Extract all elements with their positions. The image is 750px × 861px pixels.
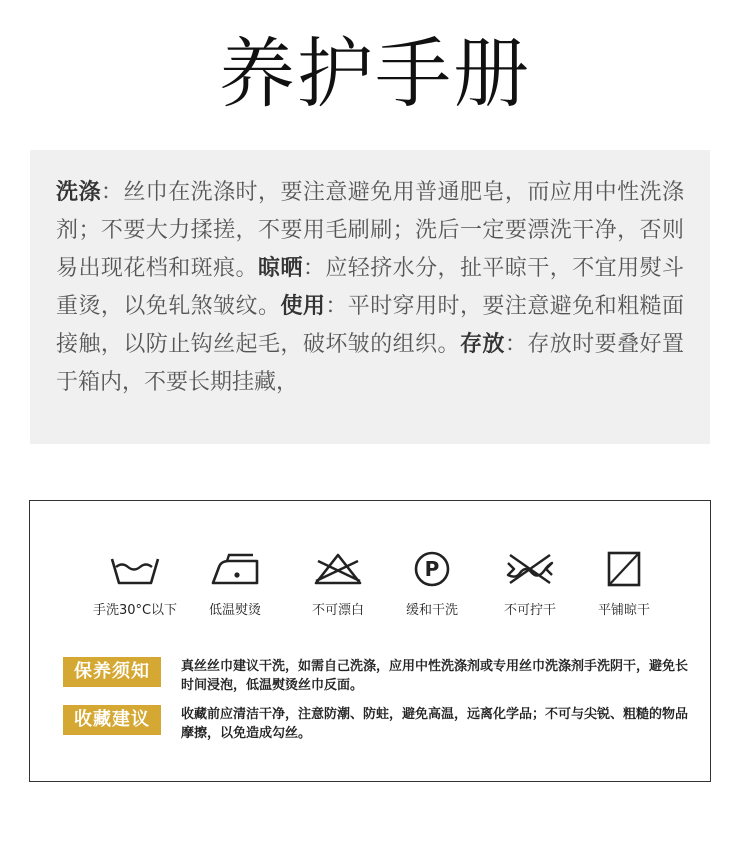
no-bleach-icon	[310, 549, 366, 589]
flat-dry-label: 平铺晾干	[597, 603, 650, 618]
hand-wash-label: 手洗30°C以下	[92, 603, 178, 618]
care-instructions-panel	[30, 150, 710, 444]
washing-heading: 洗涤	[56, 180, 101, 205]
page-title: 养护手册	[219, 29, 531, 118]
drying-text: ：应轻挤水分，扯平晾干，不宜用熨斗重烫，以免轧煞皱纹。	[56, 256, 684, 319]
storage-heading: 存放	[459, 332, 505, 357]
usage-text: ：平时穿用时，要注意避免和粗糙面接触，以防止钩丝起毛，破坏皱的组织。	[56, 294, 684, 357]
low-iron-icon	[207, 549, 263, 589]
low-iron-label: 低温熨烫	[208, 603, 261, 618]
care-symbols-row	[30, 549, 710, 639]
dry-clean-label: 缓和干洗	[405, 603, 458, 618]
care-symbol-no-wring	[482, 549, 578, 619]
care-symbol-hand-wash	[87, 549, 183, 619]
no-bleach-label: 不可漂白	[311, 603, 364, 618]
flat-dry-icon	[596, 549, 652, 589]
care-symbol-flat-dry	[576, 549, 672, 619]
storage-advice-text: 收藏前应清洁干净，注意防潮、防蛀，避免高温，远离化学品；不可与尖锐、粗糙的物品摩擦，以免造成勾丝。	[181, 707, 689, 741]
maintenance-text: 真丝丝巾建议干洗，如需自己洗涤，应用中性洗涤剂或专用丝巾洗涤剂手洗阴干，避免长时间浸泡，低温熨烫丝巾反面。	[181, 659, 689, 693]
hand-wash-icon	[107, 549, 163, 589]
maintenance-badge: 保养须知	[63, 657, 161, 687]
care-symbol-dry-clean	[384, 549, 480, 619]
care-symbol-low-iron	[187, 549, 283, 619]
svg-text:P: P	[424, 557, 440, 581]
care-instructions-text	[56, 174, 684, 402]
no-wring-icon	[502, 549, 558, 589]
no-wring-label: 不可拧干	[503, 603, 556, 618]
care-symbol-no-bleach	[290, 549, 386, 619]
storage-text: ：存放时要叠好置于箱内，不要长期挂藏，	[56, 332, 684, 395]
usage-heading: 使用	[280, 294, 326, 319]
dry-clean-icon	[404, 549, 460, 589]
care-label-box	[29, 500, 711, 782]
drying-heading: 晾晒	[258, 256, 303, 281]
washing-text: ：丝巾在洗涤时，要注意避免用普通肥皂，而应用中性洗涤剂；不要大力揉搓，不要用毛刷刷；洗后一定要漂洗干净，否则易出现花档和斑痕。	[56, 180, 684, 281]
storage-badge: 收藏建议	[63, 705, 161, 735]
